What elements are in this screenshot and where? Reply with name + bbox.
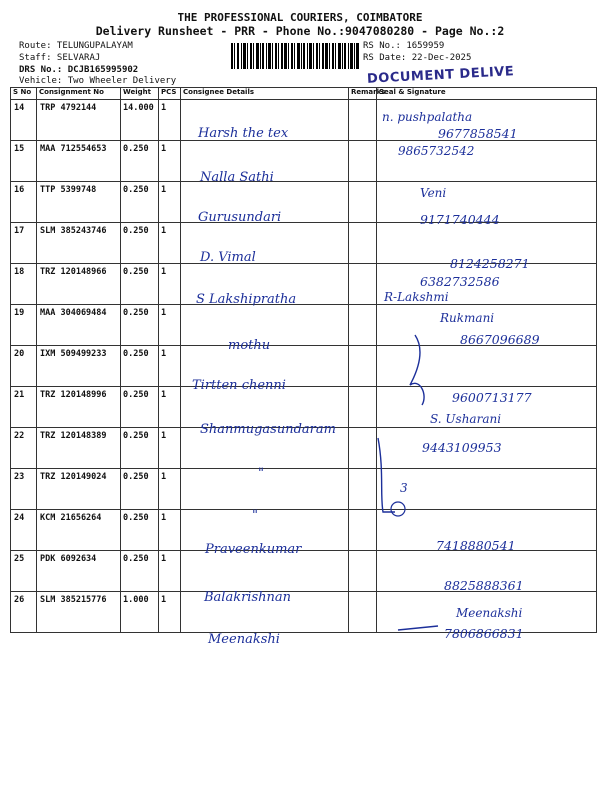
row-pcs-text: 1 <box>161 185 167 195</box>
rs-date: RS Date: 22-Dec-2025 <box>363 53 472 63</box>
row-pcs-text: 1 <box>161 554 167 564</box>
col-header-weight: Weight <box>121 88 159 100</box>
handwritten-signature: Veni <box>420 186 447 200</box>
row-consignment-number-text: TRZ 120148389 <box>40 431 107 441</box>
row-pcs-text: 1 <box>161 349 167 359</box>
document-delivered-stamp: DOCUMENT DELIVE <box>366 64 515 87</box>
handwritten-signature: R-Lakshmi <box>384 290 449 304</box>
handwritten-phone: 7418880541 <box>436 538 516 553</box>
strikethrough-ink-mark <box>398 626 438 630</box>
row-consignment-number-text: IXM 509499233 <box>40 349 107 359</box>
row-pcs-text: 1 <box>161 103 167 113</box>
row-sno-text: 18 <box>14 267 25 277</box>
handwritten-phone: 9600713177 <box>452 390 532 405</box>
row-weight-text: 0.250 <box>123 349 149 359</box>
row-weight-text: 1.000 <box>123 595 149 605</box>
row-weight-text: 0.250 <box>123 308 149 318</box>
handwritten-signature: n. pushpalatha <box>382 110 473 124</box>
row-weight-text: 0.250 <box>123 513 149 523</box>
handwritten-signature: 3 <box>400 480 408 495</box>
row-weight-text: 0.250 <box>123 267 149 277</box>
row-pcs-text: 1 <box>161 144 167 154</box>
handwritten-consignee: mothu <box>228 338 271 353</box>
row-sno-text: 15 <box>14 144 25 154</box>
row-weight-text: 0.250 <box>123 226 149 236</box>
handwritten-consignee: Nalla Sathi <box>200 170 274 185</box>
row-consignment-number-text: TRZ 120149024 <box>40 472 107 482</box>
col-header-sno: S No <box>11 88 37 100</box>
row-pcs-text: 1 <box>161 513 167 523</box>
col-header-remarks: Remarks <box>349 88 377 100</box>
vehicle-label: Vehicle: Two Wheeler Delivery <box>19 76 177 86</box>
count-circle-ink-mark <box>391 502 405 516</box>
row-consignment-number-text: SLM 385215776 <box>40 595 107 605</box>
handwritten-signature: S. Usharani <box>430 412 502 426</box>
row-weight-text: 14.000 <box>123 103 154 113</box>
row-consignment-number-text: MAA 304069484 <box>40 308 107 318</box>
col-header-seal-sign: Seal & Signature <box>377 88 597 100</box>
col-header-pcs: PCS <box>159 88 181 100</box>
row-consignment-number-text: TRP 4792144 <box>40 103 97 113</box>
col-header-consignment: Consignment No <box>37 88 121 100</box>
handwritten-phone: 7806866831 <box>444 626 524 641</box>
row-weight-text: 0.250 <box>123 431 149 441</box>
row-pcs-text: 1 <box>161 308 167 318</box>
handwritten-signature: Meenakshi <box>456 606 523 620</box>
handwritten-consignee: Praveenkumar <box>205 542 302 557</box>
runsheet-subtitle: Delivery Runsheet - PRR - Phone No.:9047080280 - Page No.:2 <box>95 24 505 38</box>
row-sno-text: 25 <box>14 554 25 564</box>
handwritten-consignee: Balakrishnan <box>204 590 292 605</box>
handwritten-consignee: Gurusundari <box>198 210 282 225</box>
rs-number: RS No.: 1659959 <box>363 41 445 51</box>
handwritten-phone: 9171740444 <box>420 212 500 227</box>
row-pcs-text: 1 <box>161 431 167 441</box>
row-consignment-number-text: SLM 385243746 <box>40 226 107 236</box>
row-weight-text: 0.250 <box>123 390 149 400</box>
handwritten-consignee: " <box>258 466 264 481</box>
row-weight-text: 0.250 <box>123 185 149 195</box>
col-header-consignee: Consignee Details <box>181 88 349 100</box>
row-sno-text: 14 <box>14 103 25 113</box>
row-consignment-number-text: TRZ 120148996 <box>40 390 107 400</box>
handwritten-phone: 8667096689 <box>460 332 540 347</box>
row-pcs-text: 1 <box>161 595 167 605</box>
staff-label: Staff: SELVARAJ <box>19 53 101 63</box>
company-title: THE PROFESSIONAL COURIERS, COIMBATORE <box>177 11 423 24</box>
handwritten-consignee: Meenakshi <box>208 632 280 647</box>
row-pcs-text: 1 <box>161 267 167 277</box>
row-weight-text: 0.250 <box>123 554 149 564</box>
handwritten-consignee: S Lakshipratha <box>196 292 297 307</box>
row-sno-text: 20 <box>14 349 25 359</box>
handwritten-phone: 8124258271 <box>450 256 530 271</box>
row-sno-text: 24 <box>14 513 25 523</box>
handwritten-consignee: Harsh the tex <box>198 126 289 141</box>
handwritten-phone: 8825888361 <box>444 578 524 593</box>
row-consignment-number-text: TTP 5399748 <box>40 185 97 195</box>
drs-number: DRS No.: DCJB165995902 <box>19 65 139 75</box>
row-sno-text: 16 <box>14 185 25 195</box>
row-weight-text: 0.250 <box>123 472 149 482</box>
row-sno-text: 21 <box>14 390 25 400</box>
row-weight-text: 0.250 <box>123 144 149 154</box>
row-sno-text: 22 <box>14 431 25 441</box>
handwritten-phone: 6382732586 <box>420 274 500 289</box>
handwritten-signature: 9865732542 <box>398 144 475 158</box>
row-pcs-text: 1 <box>161 226 167 236</box>
handwritten-phone: 9443109953 <box>422 440 502 455</box>
row-consignment-number-text: PDK 6092634 <box>40 554 97 564</box>
handwritten-phone: 9677858541 <box>438 126 518 141</box>
row-sno-text: 26 <box>14 595 25 605</box>
row-consignment-number-text: KCM 21656264 <box>40 513 102 523</box>
row-sno-text: 19 <box>14 308 25 318</box>
handwritten-consignee: D. Vimal <box>200 250 256 265</box>
row-pcs-text: 1 <box>161 390 167 400</box>
row-consignment-number-text: MAA 712554653 <box>40 144 107 154</box>
row-sno-text: 17 <box>14 226 25 236</box>
handwritten-signature: Rukmani <box>440 311 495 325</box>
signature-flourish-mark <box>410 335 424 405</box>
handwritten-consignee: " <box>252 508 258 523</box>
row-sno-text: 23 <box>14 472 25 482</box>
route-label: Route: TELUNGUPALAYAM <box>19 41 133 51</box>
handwritten-consignee: Shanmugasundaram <box>200 422 336 437</box>
row-consignment-number-text: TRZ 120148966 <box>40 267 107 277</box>
handwritten-consignee: Tirtten chenni <box>192 378 286 393</box>
row-pcs-text: 1 <box>161 472 167 482</box>
bracket-ink-mark <box>378 438 395 512</box>
